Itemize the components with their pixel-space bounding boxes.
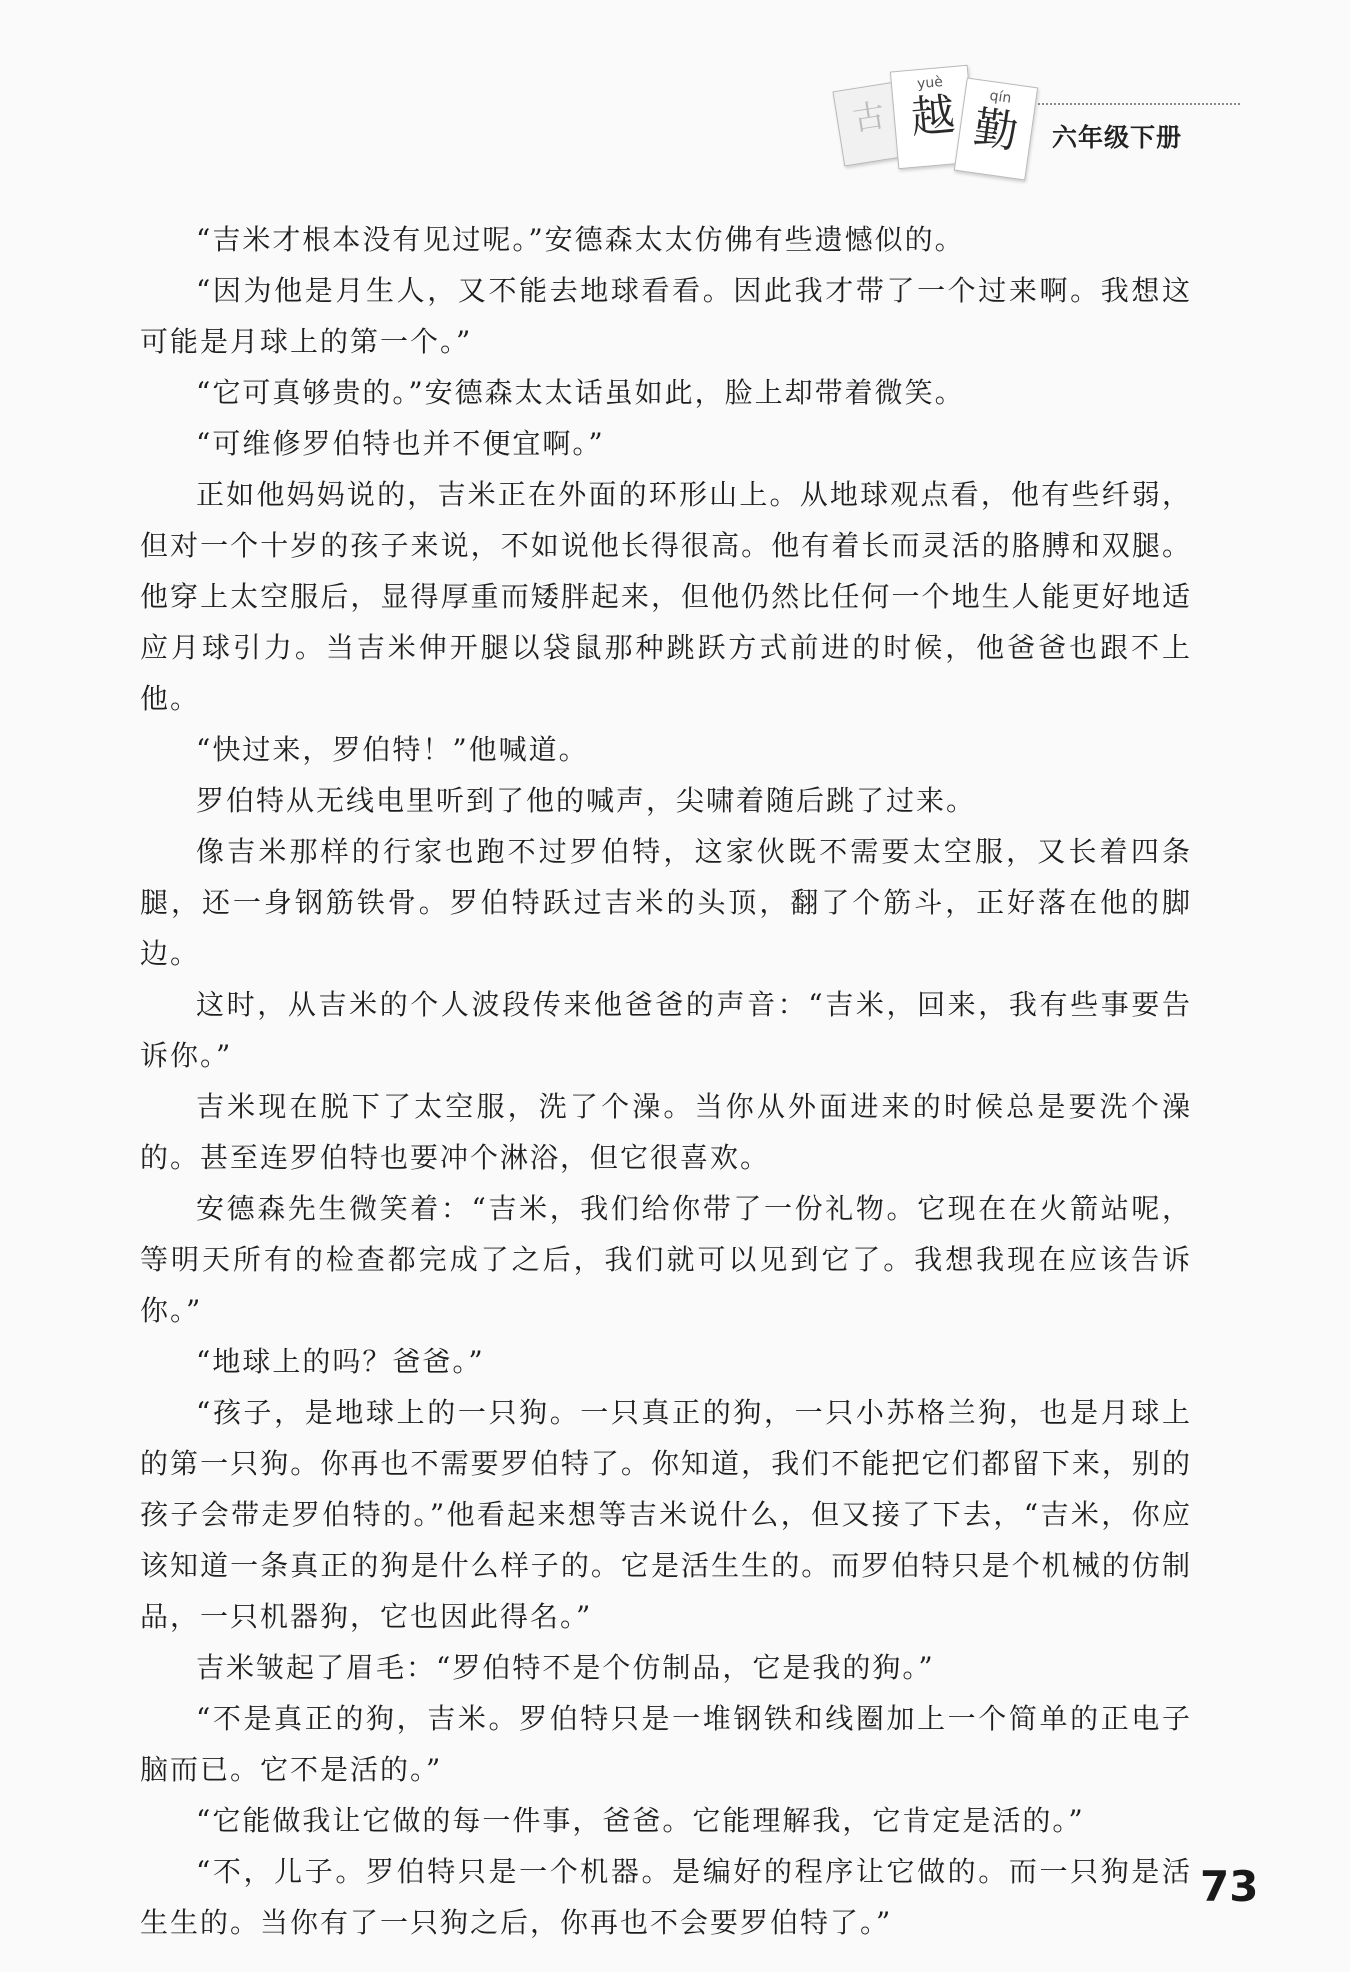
paragraph-5: 正如他妈妈说的，吉米正在外面的环形山上。从地球观点看，他有些纤弱，但对一个十岁的孩子来说，不如说他长得很高。他有着长而灵活的胳膊和双腿。他穿上太空服后，显得厚重而矮胖起来，但他仍然比任何一个地生人能更好地适应月球引力。当吉米伸开腿以袋鼠那种跳跃方式前进的时候，他爸爸也跟不上他。 bbox=[140, 478, 1192, 715]
logo-char-qin: 勤 bbox=[970, 102, 1022, 159]
logo-pinyin-qin: qín bbox=[988, 87, 1013, 107]
paragraph-17: “不，儿子。罗伯特只是一个机器。是编好的程序让它做的。而一只狗是活生生的。当你有了一只狗之后，你再也不会要罗伯特了。” bbox=[140, 1855, 1192, 1939]
paragraph-3: “它可真够贵的。”安德森太太话虽如此，脸上却带着微笑。 bbox=[196, 376, 965, 409]
paragraph-11: 安德森先生微笑着：“吉米，我们给你带了一份礼物。它现在在火箭站呢，等明天所有的检查都完成了之后，我们就可以见到它了。我想我现在应该告诉你。” bbox=[140, 1192, 1192, 1327]
grade-label: 六年级下册 bbox=[1052, 123, 1183, 152]
paragraph-2: “因为他是月生人，又不能去地球看看。因此我才带了一个过来啊。我想这可能是月球上的第一个。” bbox=[140, 274, 1192, 358]
paragraph-1: “吉米才根本没有见过呢。”安德森太太仿佛有些遗憾似的。 bbox=[196, 223, 965, 256]
logo-char-gu: 古 bbox=[850, 95, 888, 139]
logo-pinyin-yue: yuè bbox=[916, 74, 944, 93]
paragraph-13: “孩子，是地球上的一只狗。一只真正的狗，一只小苏格兰狗，也是月球上的第一只狗。你再也不需要罗伯特了。你知道，我们不能把它们都留下来，别的孩子会带走罗伯特的。”他看起来想等吉米说什么，但又接了下去，“吉米，你应该知道一条真正的狗是什么样子的。它是活生生的。而罗伯特只是个机械的仿制品，一只机器狗，它也因此得名。” bbox=[140, 1396, 1192, 1633]
paragraph-15: “不是真正的狗，吉米。罗伯特只是一堆钢铁和线圈加上一个简单的正电子脑而已。它不是活的。” bbox=[140, 1702, 1192, 1786]
page-number: 73 bbox=[1200, 1862, 1259, 1911]
paragraph-9: 这时，从吉米的个人波段传来他爸爸的声音：“吉米，回来，我有些事要告诉你。” bbox=[140, 988, 1192, 1072]
paragraph-10: 吉米现在脱下了太空服，洗了个澡。当你从外面进来的时候总是要洗个澡的。甚至连罗伯特也要冲个淋浴，但它很喜欢。 bbox=[140, 1090, 1192, 1174]
paragraph-14: 吉米皱起了眉毛：“罗伯特不是个仿制品，它是我的狗。” bbox=[196, 1651, 935, 1684]
paragraph-4: “可维修罗伯特也并不便宜啊。” bbox=[196, 427, 605, 460]
paragraph-6: “快过来，罗伯特！”他喊道。 bbox=[196, 733, 589, 766]
logo-char-yue: 越 bbox=[908, 89, 958, 144]
story-text bbox=[140, 214, 1192, 1948]
paragraph-12: “地球上的吗？爸爸。” bbox=[196, 1345, 485, 1378]
paragraph-8: 像吉米那样的行家也跑不过罗伯特，这家伙既不需要太空服，又长着四条腿，还一身钢筋铁骨。罗伯特跃过吉米的头顶，翻了个筋斗，正好落在他的脚边。 bbox=[140, 835, 1192, 970]
paragraph-7: 罗伯特从无线电里听到了他的喊声，尖啸着随后跳了过来。 bbox=[196, 784, 977, 817]
paragraph-16: “它能做我让它做的每一件事，爸爸。它能理解我，它肯定是活的。” bbox=[196, 1804, 1085, 1837]
series-logo bbox=[838, 60, 1038, 190]
logo-card-qin bbox=[954, 77, 1038, 180]
